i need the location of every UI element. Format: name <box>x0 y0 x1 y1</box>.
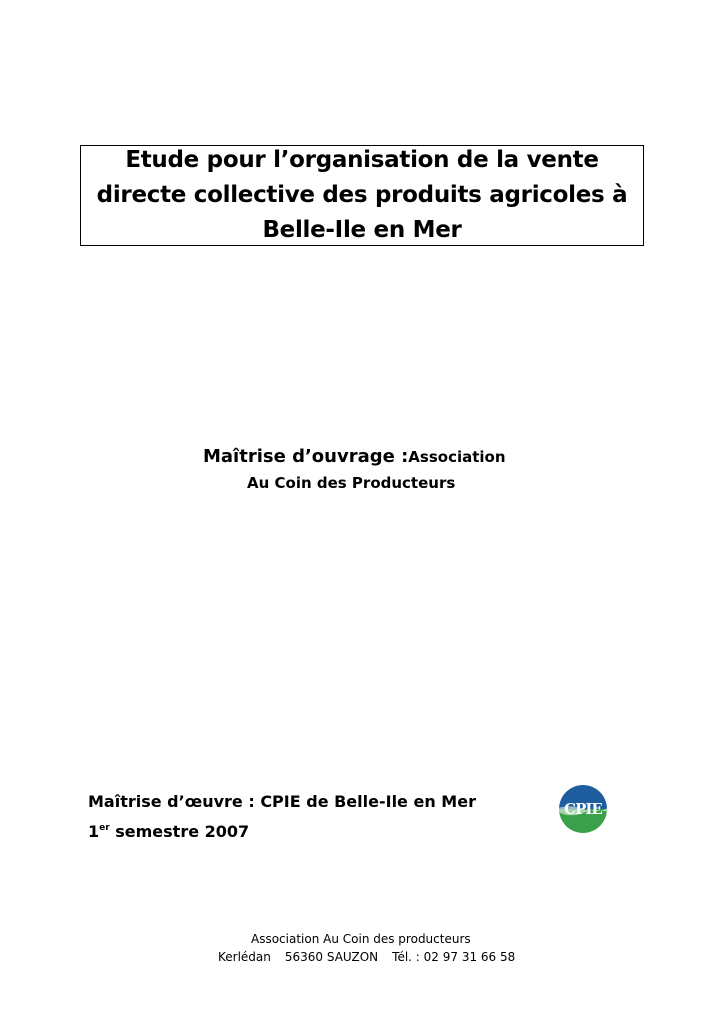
title-box <box>80 145 644 246</box>
maitrise-oeuvre-line: Maîtrise d’œuvre : CPIE de Belle-Ile en Mer <box>88 792 476 811</box>
semester-line <box>88 815 476 845</box>
title-line-1: Etude pour l’organisation de la vente <box>125 147 599 173</box>
footer-association: Association Au Coin des producteurs <box>251 932 471 946</box>
footer-postcode-city: 56360 SAUZON <box>284 950 379 964</box>
semester-number: 1 <box>88 822 100 841</box>
association-name: Au Coin des Producteurs <box>247 474 456 492</box>
title-line-3: Belle-Ile en Mer <box>262 217 462 243</box>
cpie-logo-text: CPIE <box>564 800 602 818</box>
semester-suffix: er <box>99 823 110 833</box>
semester-text: semestre 2007 <box>109 822 250 841</box>
cpie-logo <box>558 784 608 834</box>
footer-address <box>218 948 515 966</box>
title-line-2: directe collective des produits agricoles à <box>96 182 628 208</box>
footer-phone: Tél. : 02 97 31 66 58 <box>392 950 516 964</box>
association-word: Association <box>408 448 506 466</box>
maitrise-ouvrage-label: Maîtrise d’ouvrage : <box>203 446 409 467</box>
maitrise-oeuvre-block <box>88 788 476 845</box>
maitrise-ouvrage-line <box>203 446 506 467</box>
footer-place: Kerlédan <box>218 950 271 964</box>
